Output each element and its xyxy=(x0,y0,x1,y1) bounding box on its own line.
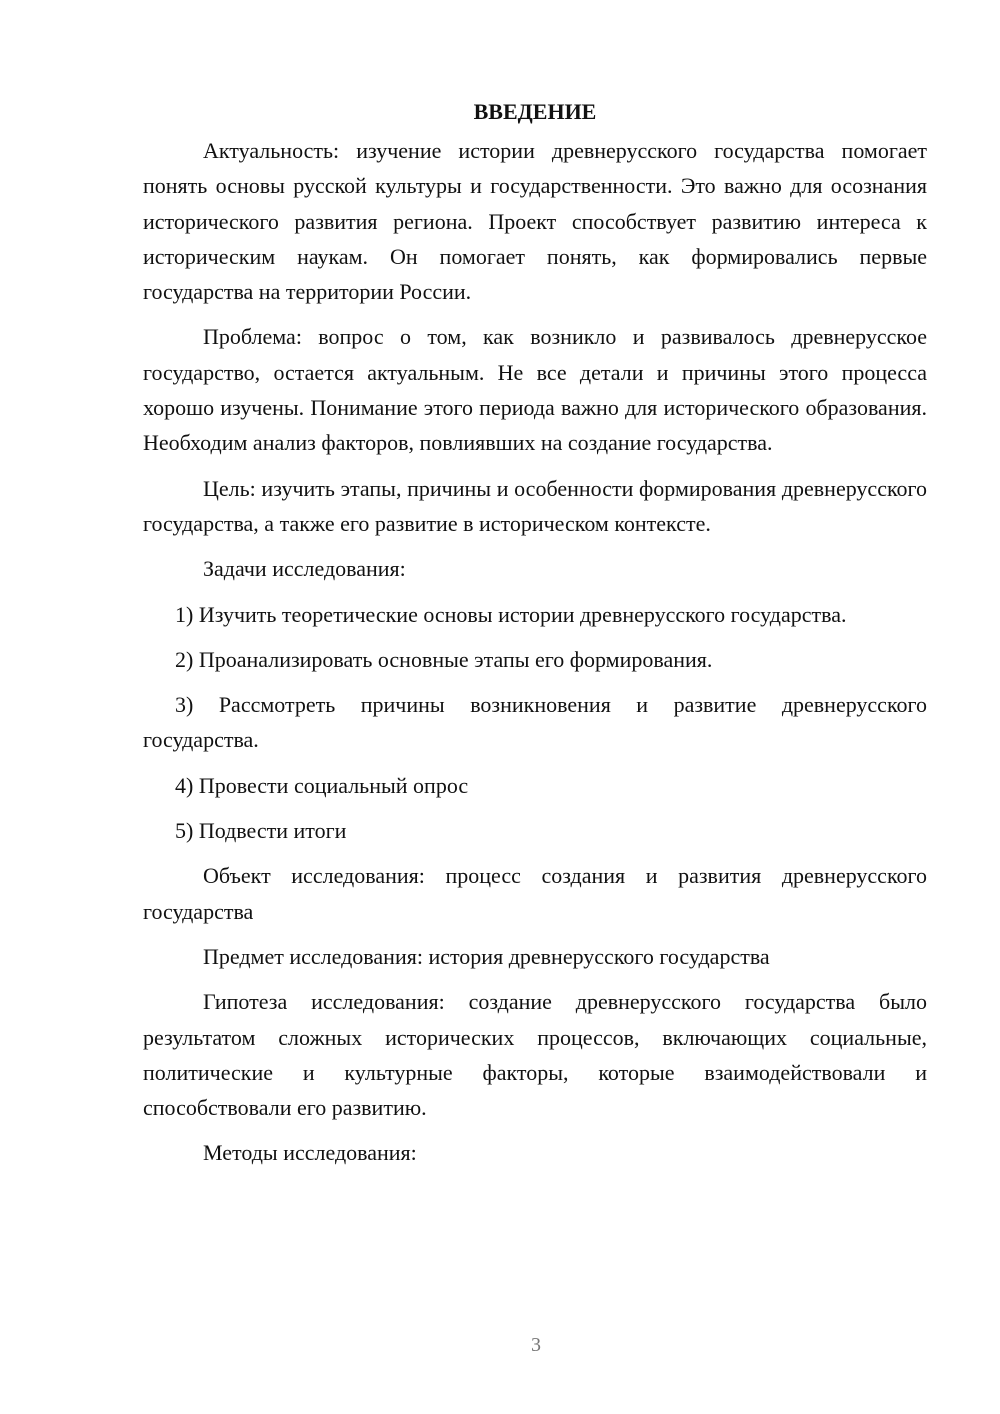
page-content xyxy=(143,94,927,1181)
paragraph-object: Объект исследования: процесс создания и развития древнерусского государства xyxy=(143,863,927,924)
task-item: 2) Проанализировать основные этапы его формирования. xyxy=(175,646,713,672)
task-item: 1) Изучить теоретические основы истории древнерусского государства. xyxy=(175,601,847,627)
paragraph-tasks-heading: Задачи исследования: xyxy=(203,556,406,582)
task-item: 5) Подвести итоги xyxy=(175,818,347,844)
paragraph-problem: Проблема: вопрос о том, как возникло и развивалось древнерусское государство, остается актуальным. Не все детали и причины этого процесса хорошо изучены. Понимание этого периода важно для исторического образования. Необходим анализ факторов, повлиявших на создание государства. xyxy=(143,324,927,456)
paragraph-methods: Методы исследования: xyxy=(203,1140,417,1166)
section-title: ВВЕДЕНИЕ xyxy=(473,99,597,124)
paragraph-subject: Предмет исследования: история древнерусского государства xyxy=(203,943,770,969)
paragraph-hypothesis: Гипотеза исследования: создание древнерусского государства было результатом сложных исторических процессов, включающих социальные, политические и культурные факторы, которые взаимодействовали и способствовали его развитию. xyxy=(143,989,927,1121)
paragraph-relevance: Актуальность: изучение истории древнерусского государства помогает понять основы русской культуры и государственности. Это важно для осознания исторического развития региона. Проект способствует развитию интереса к историческим наукам. Он помогает понять, как формировались первые государства на территории России. xyxy=(143,138,927,305)
paragraph-goal: Цель: изучить этапы, причины и особенности формирования древнерусского государства, а также его развитие в историческом контексте. xyxy=(143,475,927,536)
task-item: 3) Рассмотреть причины возникновения и развитие древнерусского государства. xyxy=(143,692,927,753)
task-item: 4) Провести социальный опрос xyxy=(175,772,469,798)
page-number: 3 xyxy=(531,1334,541,1356)
